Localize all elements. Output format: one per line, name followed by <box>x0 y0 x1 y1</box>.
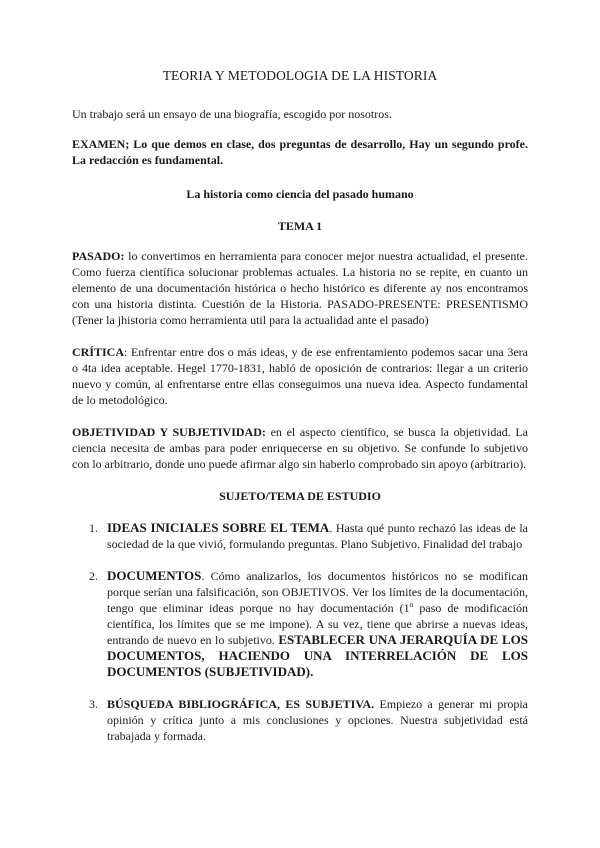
text-pasado: lo convertimos en herramienta para conocer mejor nuestra actualidad, el presente. Como fuerza científica solucionar problemas actuales. La historia no se repite, en cuanto un elemento de una documentación histórica o hecho histórico es diferente ay nos encontramos con una historia distinta. Cuestión de la Historia. PASADO-PRESENTE: PRESENTISMO (Tener la jhistoria como herramienta util para la actualidad ante el pasado) <box>72 249 528 327</box>
term-objetividad: OBJETIVIDAD Y SUBJETIVIDAD: <box>72 425 266 439</box>
paragraph-objetividad <box>72 424 528 472</box>
list-body: Empiezo a generar mi propia opinión y crítica junto a mis conclusiones y opciones. Nuestra subjetividad está trabajada y formada. <box>107 697 528 743</box>
section-subtitle: La historia como ciencia del pasado humano <box>186 187 414 201</box>
text-objetividad: en el aspecto científico, se busca la objetividad. La ciencia necesita de ambas para poder enriquecerse en su objetivo. Se confunde lo subjetivo con lo arbitrario, donde uno puede afirmar algo sin haberlo comprobado sin apoyo (arbitrario). <box>72 425 529 471</box>
list-term: DOCUMENTOS <box>107 568 202 583</box>
study-steps-list <box>72 520 528 744</box>
list-body: . Cómo analizarlos, los documentos históricos no se modifican porque serían una falsificación, son OBJETIVOS. Ver los límites de la documentación, tengo que eliminar ideas porque no hay documentación (1º paso de modificación científica, los límites que se me impone). A su vez, tiene que abrirse a nuevas ideas, entrando de nuevo en lo subjetivo. <box>107 569 528 647</box>
sujeto-heading: SUJETO/TEMA DE ESTUDIO <box>219 489 381 503</box>
list-text <box>107 568 528 680</box>
list-item <box>72 696 528 744</box>
list-text <box>107 696 528 744</box>
exam-note: EXAMEN; Lo que demos en clase, dos preguntas de desarrollo, Hay un segundo profe. La redacción es fundamental. <box>72 137 528 167</box>
list-body: . Hasta qué punto rechazó las ideas de la sociedad de la que vivió, formulando preguntas. Plano Subjetivo. Finalidad del trabajo <box>107 521 528 551</box>
text-critica: : Enfrentar entre dos o más ideas, y de ese enfrentamiento podemos sacar una 3era o 4ta idea aceptable. Hegel 1770-1831, habló de oposición de contrarios: llegar a un criterio nuevo y común, al enfrentarse entre ellas conseguimos una nueva idea. Aspecto fundamental de lo metodológico. <box>72 345 528 407</box>
list-item <box>72 568 528 680</box>
list-number: 2. <box>89 569 98 583</box>
list-text <box>107 520 528 552</box>
document-title: TEORIA Y METODOLOGIA DE LA HISTORIA <box>162 68 438 83</box>
paragraph-critica <box>72 344 528 408</box>
intro-paragraph: Un trabajo será un ensayo de una biografía, escogido por nosotros. <box>72 107 392 121</box>
list-term: BÚSQUEDA BIBLIOGRÁFICA, ES SUBJETIVA. <box>107 697 375 711</box>
list-number: 1. <box>89 521 98 535</box>
tema-heading: TEMA 1 <box>277 219 323 233</box>
term-critica: CRÍTICA <box>72 345 125 359</box>
list-number: 3. <box>89 697 98 711</box>
list-term: IDEAS INICIALES SOBRE EL TEMA <box>107 520 330 535</box>
list-emphasis: ESTABLECER UNA JERARQUÍA DE LOS DOCUMENTOS, HACIENDO UNA INTERRELACIÓN DE LOS DOCUMENTOS (SUBJETIVIDAD). <box>107 632 528 679</box>
list-item <box>72 520 528 552</box>
paragraph-pasado <box>72 248 528 328</box>
term-pasado: PASADO: <box>72 249 125 263</box>
